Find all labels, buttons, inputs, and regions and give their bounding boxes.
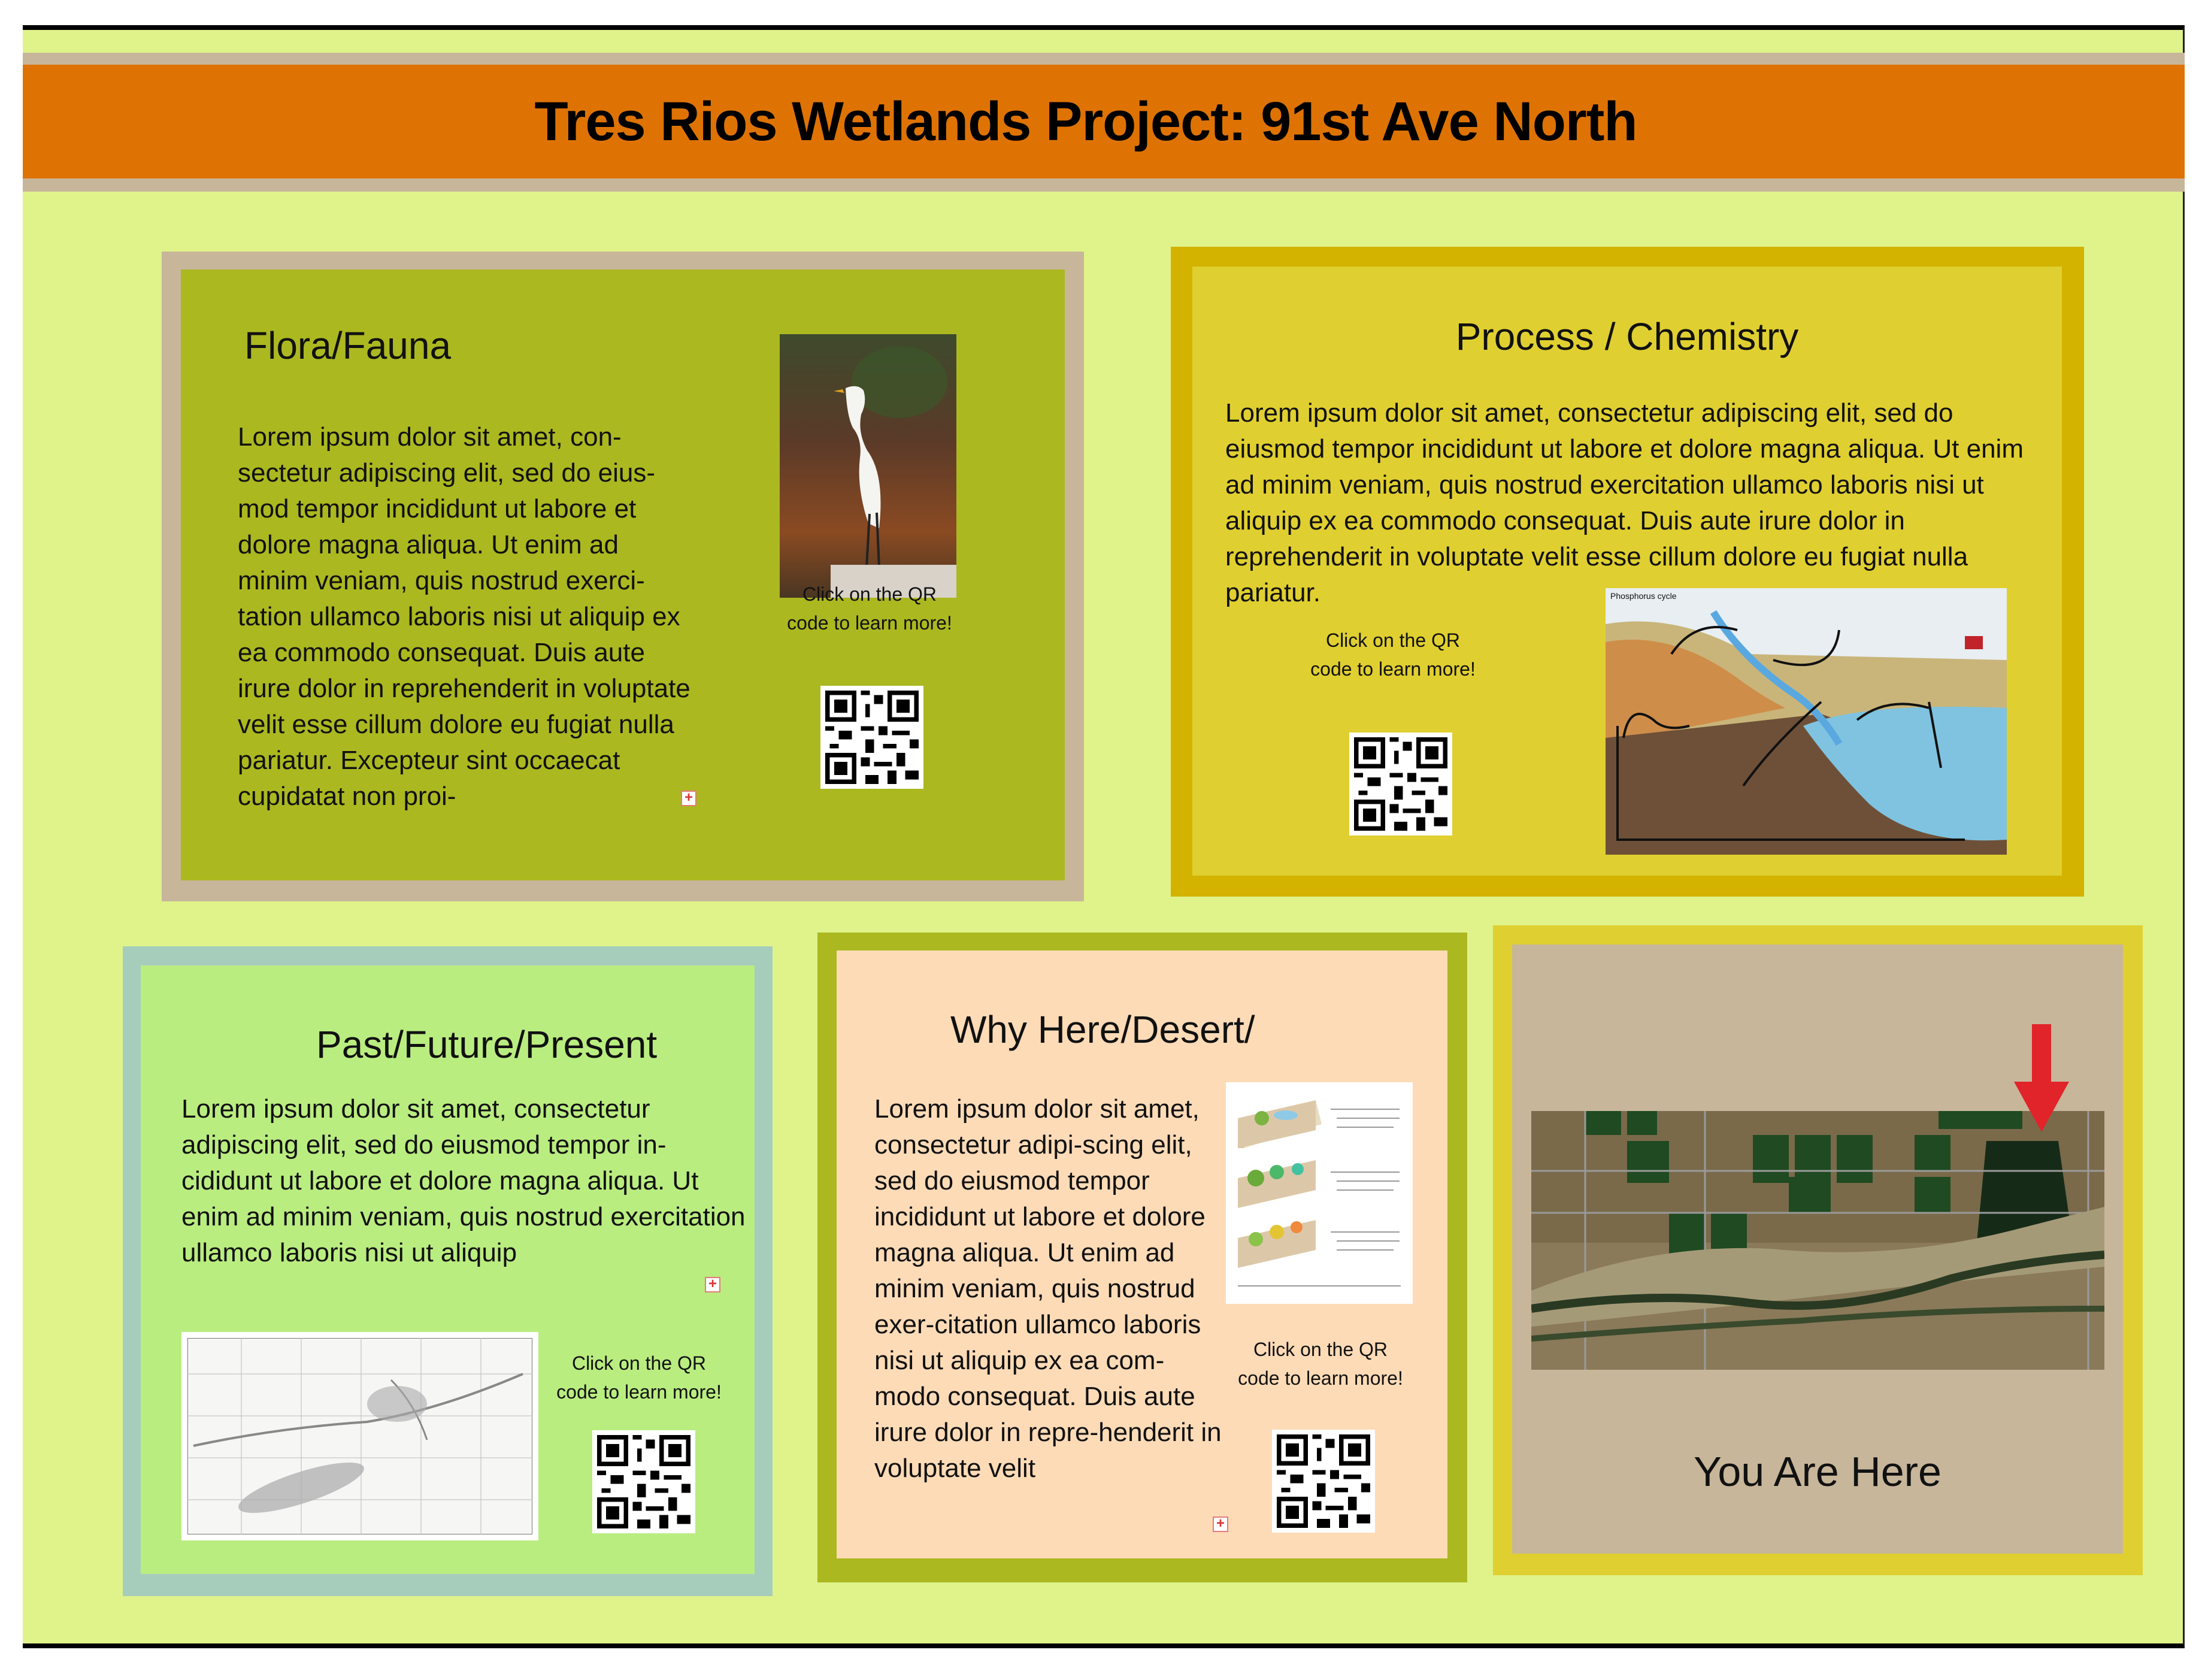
text-overflow-icon: + <box>1213 1516 1228 1532</box>
title-banner <box>23 65 2185 178</box>
panel-why-here-desert <box>817 933 1467 1582</box>
panel-heading: Flora/Fauna <box>244 324 452 367</box>
qr-code[interactable] <box>1272 1430 1375 1533</box>
panel-heading: Past/Future/Present <box>316 1023 658 1066</box>
qr-caption-line: code to learn more! <box>1238 1367 1403 1389</box>
qr-caption-line: code to learn more! <box>1310 658 1476 680</box>
qr-code-icon <box>597 1435 690 1528</box>
panel-why-here-desert-inner <box>837 951 1447 1558</box>
qr-caption-line: Click on the QR <box>802 583 937 605</box>
qr-caption <box>1297 626 1489 683</box>
egret-photo <box>780 334 956 598</box>
text-overflow-icon: + <box>705 1277 720 1292</box>
qr-code[interactable] <box>1349 732 1452 836</box>
panel-body-text: Lorem ipsum dolor sit amet, consectetur adipiscing elit, sed do eiusmod tempor incididunt ut labore et dolore magna aliqua. Ut enim ad minim veniam, quis nostrud exercitation ullamco laboris nisi ut aliquip ex ea commodo consequat. Duis aute irure dolor in reprehenderit in voluptate velit esse cillum dolore eu fugiat nulla pariatur. <box>1225 398 2024 607</box>
panel-body-text: Lorem ipsum dolor sit amet, con-sectetur adipiscing elit, sed do eius-mod tempor incididunt ut labore et dolore magna aliqua. Ut enim ad minim veniam, quis nostrud exerci-tation ullamco laboris nisi ut aliquip ex ea commodo consequat. Duis aute irure dolor in reprehenderit in voluptate velit esse cillum dolore eu fugiat nulla pariatur. Excepteur sint occaecat cupidatat non proi- <box>238 422 690 811</box>
qr-caption <box>549 1349 729 1406</box>
panel-past-future-present-inner <box>141 965 755 1574</box>
panel-process-chemistry-inner <box>1192 267 2062 876</box>
qr-caption-line: Click on the QR <box>1325 629 1461 651</box>
panel-heading: You Are Here <box>1694 1448 1942 1495</box>
panel-you-are-here <box>1493 925 2143 1575</box>
qr-caption-line: code to learn more! <box>556 1381 722 1403</box>
qr-caption-line: Click on the QR <box>571 1352 707 1374</box>
aerial-satellite-map <box>1531 1111 2104 1370</box>
panel-heading: Why Here/Desert/ <box>950 1008 1255 1051</box>
wetland-layers-diagram <box>1226 1082 1413 1304</box>
qr-code[interactable] <box>592 1430 695 1533</box>
panel-process-chemistry <box>1171 247 2084 897</box>
qr-caption-line: Click on the QR <box>1253 1339 1388 1360</box>
panel-flora-fauna-inner <box>181 270 1065 880</box>
panel-flora-fauna <box>162 252 1084 901</box>
historic-map-image <box>181 1332 538 1540</box>
svg-text:Phosphorus cycle: Phosphorus cycle <box>1610 591 1677 601</box>
qr-code-icon <box>825 691 919 784</box>
qr-caption <box>1225 1335 1416 1393</box>
phosphorus-cycle-diagram <box>1606 588 2007 855</box>
text-overflow-icon: + <box>681 791 696 806</box>
panel-past-future-present <box>123 946 773 1596</box>
qr-code-icon <box>1354 737 1447 831</box>
panel-body-text: Lorem ipsum dolor sit amet, consectetur adipi-scing elit, sed do eiusmod tempor incididunt ut labore et dolore magna aliqua. Ut enim ad minim veniam, quis nostrud exer-citation ullamco laboris nisi ut aliquip ex ea com-modo consequat. Duis aute irure dolor in repre-henderit in voluptate velit <box>874 1094 1222 1483</box>
qr-code-icon <box>1277 1434 1370 1528</box>
qr-caption <box>774 580 965 637</box>
page-title: Tres Rios Wetlands Project: 91st Ave North <box>534 90 1637 152</box>
qr-code[interactable] <box>820 686 923 789</box>
qr-caption-line: code to learn more! <box>787 612 952 634</box>
panel-you-are-here-inner <box>1512 945 2123 1554</box>
red-arrow-down-icon <box>2014 1024 2069 1132</box>
panel-body-text: Lorem ipsum dolor sit amet, consectetur adipiscing elit, sed do eiusmod tempor in-cididunt ut labore et dolore magna aliqua. Ut enim ad minim veniam, quis nostrud exercitation ullamco laboris nisi ut aliquip <box>181 1094 746 1267</box>
panel-heading: Process / Chemistry <box>1455 315 1799 358</box>
